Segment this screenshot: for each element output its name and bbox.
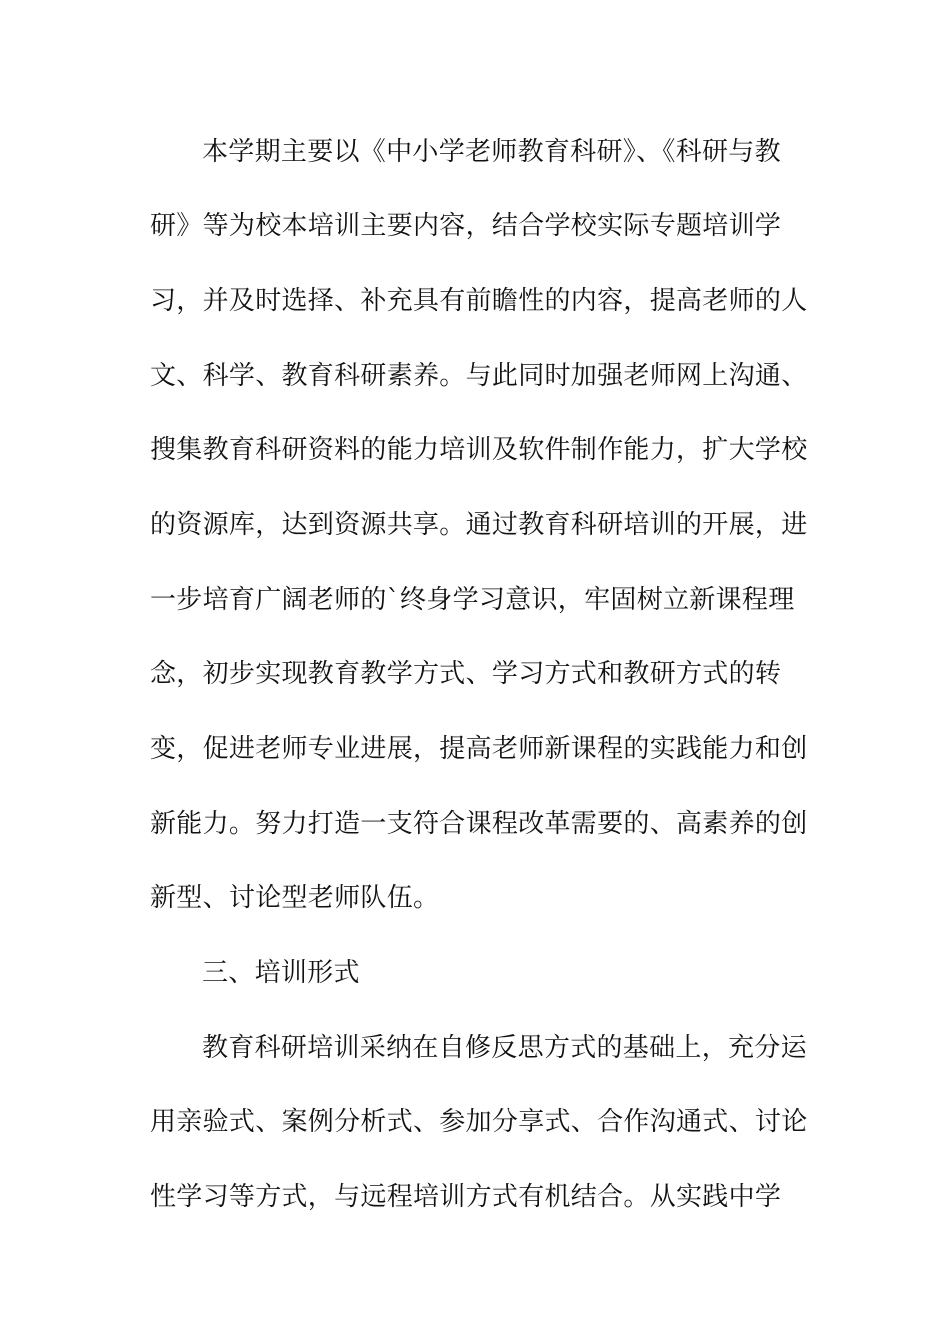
paragraph-line: 性学习等方式，与远程培训方式有机结合。从实践中学 [150, 1182, 782, 1212]
paragraph-line: 习，并及时选择、补充具有前瞻性的内容，提高老师的人 [150, 286, 808, 316]
paragraph-line: 新型、讨论型老师队伍。 [150, 883, 440, 913]
paragraph-line: 变，促进老师专业进展，提高老师新课程的实践能力和创 [150, 734, 808, 764]
paragraph-line: 研》等为校本培训主要内容，结合学校实际专题培训学 [150, 211, 782, 241]
paragraph-line: 本学期主要以《中小学老师教育科研》、《科研与教 [202, 137, 781, 167]
paragraph-line: 搜集教育科研资料的能力培训及软件制作能力，扩大学校 [150, 435, 808, 465]
paragraph-line: 的资源库，达到资源共享。通过教育科研培训的开展，进 [150, 510, 808, 540]
paragraph-line: 文、科学、教育科研素养。与此同时加强老师网上沟通、 [150, 361, 808, 391]
paragraph-line: 一步培育广阔老师的`终身学习意识，牢固树立新课程理 [150, 585, 795, 615]
paragraph-line: 教育科研培训采纳在自修反思方式的基础上，充分运 [202, 1033, 807, 1063]
section-heading: 三、培训形式 [202, 958, 360, 988]
paragraph-line: 用亲验式、案例分析式、参加分享式、合作沟通式、讨论 [150, 1107, 808, 1137]
paragraph-line: 念，初步实现教育教学方式、学习方式和教研方式的转 [150, 659, 782, 689]
paragraph-line: 新能力。努力打造一支符合课程改革需要的、高素养的创 [150, 809, 808, 839]
